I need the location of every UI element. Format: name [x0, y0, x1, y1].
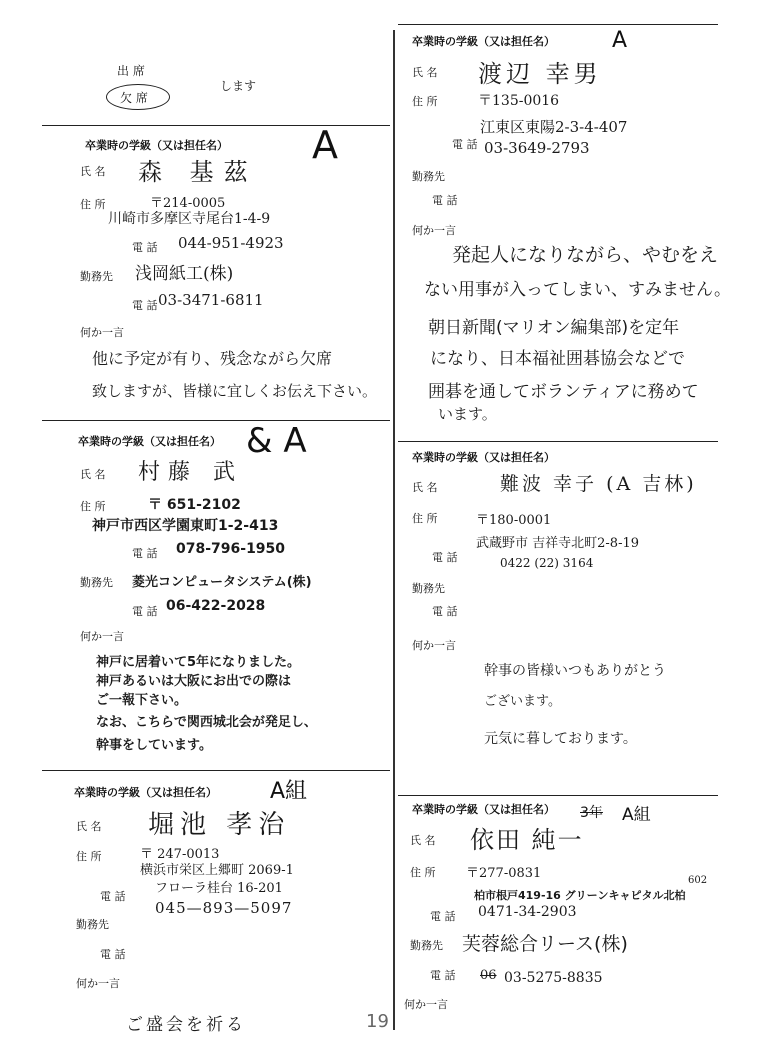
phone-label: 電 話 [132, 241, 158, 254]
work-phone-value: 03-3471-6811 [158, 291, 264, 309]
address-value: 江東区東陽2-3-4-407 [480, 118, 628, 136]
postal-value: 〒135-0016 [478, 93, 560, 109]
message-label: 何か一言 [76, 977, 120, 990]
work-phone-label: 電 話 [432, 605, 458, 618]
name-value: 堀池 孝治 [148, 810, 291, 840]
class-header: 卒業時の学級（又は担任名） [85, 139, 228, 152]
name-label: 氏 名 [80, 468, 106, 481]
message-line: 神戸あるいは大阪にお出での際は [96, 674, 292, 689]
work-label: 勤務先 [410, 939, 443, 952]
postal-value: 〒 651-2102 [148, 497, 241, 513]
column-divider [393, 30, 395, 1030]
work-label: 勤務先 [80, 270, 113, 283]
postal-value: 〒180-0001 [476, 513, 552, 528]
class-header: 卒業時の学級（又は担任名） [412, 803, 555, 816]
name-value: 森 基茲 [138, 158, 258, 186]
address2-value: フローラ桂台 16-201 [155, 881, 283, 896]
work-phone-label: 電 話 [430, 969, 456, 982]
message-line: 朝日新聞(マリオン編集部)を定年 [428, 318, 680, 338]
name-value: 村藤 武 [138, 460, 243, 485]
work-phone-label: 電 話 [132, 605, 158, 618]
entry-divider [42, 770, 390, 771]
attendance-absent: 欠 席 [120, 91, 148, 105]
phone-value: 0422 (22) 3164 [500, 556, 594, 570]
message-line: ご盛会を祈る [126, 1015, 246, 1035]
name-label: 氏 名 [412, 481, 438, 494]
message-label: 何か一言 [412, 639, 456, 652]
address-label: 住 所 [410, 866, 436, 879]
address-value: 武蔵野市 吉祥寺北町2-8-19 [476, 536, 640, 551]
message-line: 幹事をしています。 [96, 738, 212, 753]
address-value: 柏市根戸419-16 グリーンキャピタル北柏 [474, 889, 686, 902]
work-phone-struck: 06 [480, 968, 497, 983]
message-line: 発起人になりながら、やむをえ [452, 244, 719, 266]
message-line: 幹事の皆様いつもありがとう [484, 663, 666, 679]
address-label: 住 所 [80, 500, 106, 513]
name-label: 氏 名 [410, 834, 436, 847]
entry-divider [42, 420, 390, 421]
message-line: 致しますが、皆様に宜しくお伝え下さい。 [92, 382, 378, 400]
message-line: 囲碁を通してボランティアに務めて [428, 382, 699, 402]
phone-label: 電 話 [432, 551, 458, 564]
page-number: 19 [366, 1011, 389, 1032]
entry-divider [398, 441, 718, 442]
work-label: 勤務先 [80, 576, 113, 589]
name-label: 氏 名 [76, 820, 102, 833]
work-phone-label: 電 話 [432, 194, 458, 207]
address-label: 住 所 [412, 512, 438, 525]
phone-label: 電 話 [452, 138, 478, 151]
address-value: 神戸市西区学園東町1-2-413 [92, 518, 279, 534]
message-line: います。 [438, 405, 497, 423]
attendance-suffix: します [220, 79, 257, 93]
message-line: ご一報下さい。 [96, 693, 188, 708]
phone-value: 0471-34-2903 [478, 904, 577, 920]
phone-label: 電 話 [132, 547, 158, 560]
class-header: 卒業時の学級（又は担任名） [74, 786, 217, 799]
message-line: なお、こちらで関西城北会が発足し、 [96, 715, 317, 730]
name-label: 氏 名 [80, 165, 106, 178]
message-line: ない用事が入ってしまい、すみません。 [424, 280, 732, 300]
work-phone-value: 03-5275-8835 [504, 970, 603, 986]
phone-value: 03-3649-2793 [484, 139, 590, 157]
grade: & A [246, 421, 307, 461]
attendance-present: 出 席 [117, 64, 145, 78]
message-line: ございます。 [484, 694, 561, 709]
postal-value: 〒277-0831 [466, 866, 542, 881]
class-header: 卒業時の学級（又は担任名） [412, 35, 555, 48]
address-label: 住 所 [76, 850, 102, 863]
phone-value: 045—893—5097 [155, 899, 293, 917]
phone-label: 電 話 [430, 910, 456, 923]
work-value: 浅岡紙工(株) [135, 264, 234, 284]
message-label: 何か一言 [80, 630, 124, 643]
message-label: 何か一言 [80, 326, 124, 339]
postal-value: 〒 247-0013 [140, 847, 220, 862]
work-label: 勤務先 [76, 918, 109, 931]
address-value: 横浜市栄区上郷町 2069-1 [140, 863, 294, 878]
work-phone-label: 電 話 [132, 299, 158, 312]
address-label: 住 所 [412, 95, 438, 108]
message-label: 何か一言 [404, 998, 448, 1011]
postal-value: 〒214-0005 [150, 196, 226, 211]
name-value: 難波 幸子 (A 吉林) [500, 473, 697, 495]
entry-divider [398, 24, 718, 25]
message-line: 神戸に居着いて5年になりました。 [96, 655, 301, 670]
name-label: 氏 名 [412, 66, 438, 79]
work-phone-label: 電 話 [100, 948, 126, 961]
grade: A組 [622, 805, 651, 825]
message-line: 他に予定が有り、残念ながら欠席 [92, 349, 333, 368]
name-value: 依田 純一 [470, 826, 584, 854]
message-label: 何か一言 [412, 224, 456, 237]
phone-value: 044-951-4923 [178, 234, 284, 252]
address-note: 602 [688, 875, 708, 886]
work-phone-value: 06-422-2028 [166, 598, 266, 614]
grade: A組 [270, 779, 308, 804]
message-line: になり、日本福祉囲碁協会などで [430, 349, 685, 369]
message-line: 元気に暮しております。 [484, 731, 637, 747]
grade: A [312, 123, 338, 167]
phone-label: 電 話 [100, 890, 126, 903]
class-header: 卒業時の学級（又は担任名） [412, 451, 555, 464]
phone-value: 078-796-1950 [176, 541, 286, 557]
work-label: 勤務先 [412, 170, 445, 183]
address-value: 川崎市多摩区寺尾台1-4-9 [108, 211, 271, 227]
entry-divider [398, 795, 718, 796]
grade-struck: 3年 [580, 805, 603, 821]
work-label: 勤務先 [412, 582, 445, 595]
name-value: 渡辺 幸男 [478, 60, 602, 88]
work-value: 芙蓉総合リース(株) [462, 933, 628, 955]
grade: A [612, 28, 628, 53]
address-label: 住 所 [80, 198, 106, 211]
class-header: 卒業時の学級（又は担任名） [78, 435, 221, 448]
work-value: 菱光コンピュータシステム(株) [132, 575, 312, 590]
